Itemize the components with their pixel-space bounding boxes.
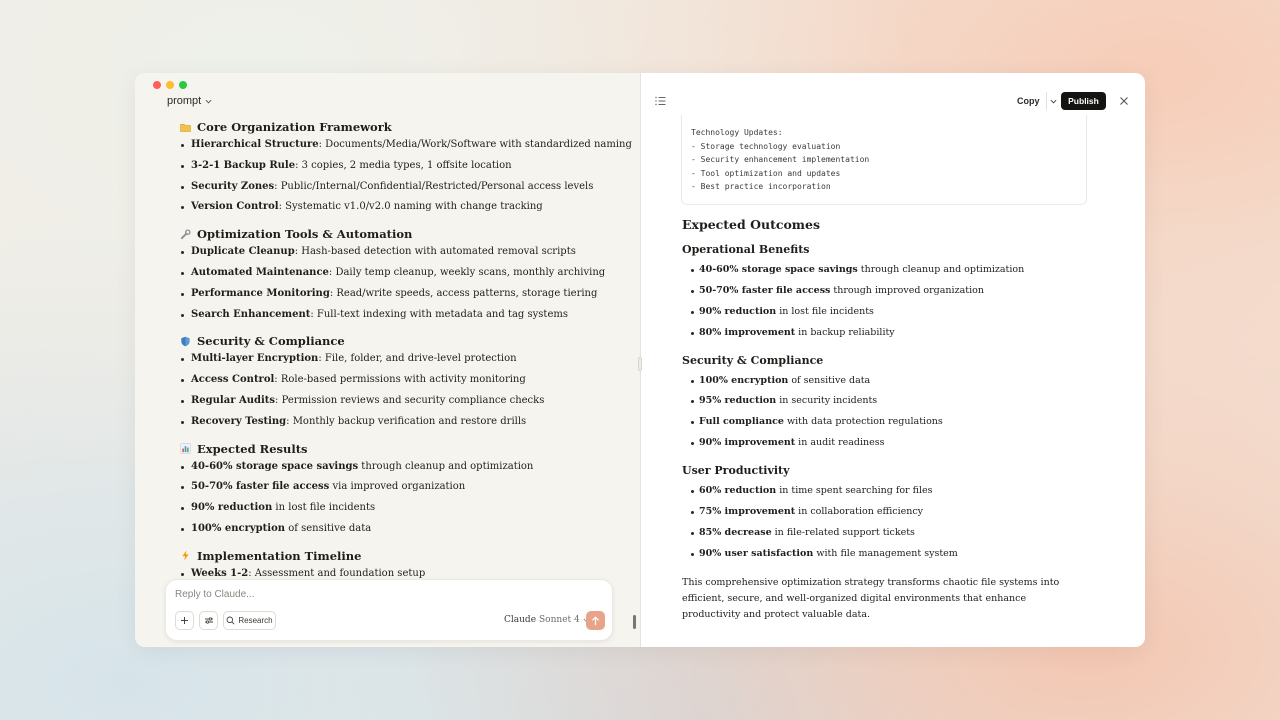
wrench-icon (180, 229, 191, 240)
list-item-text: in lost file incidents (272, 502, 376, 514)
section-heading (180, 119, 600, 135)
list-item-key: Version Control (191, 201, 279, 213)
panel-resize-handle[interactable] (638, 357, 642, 371)
list-item-key: 95% reduction (699, 395, 777, 407)
outcome-list (682, 484, 1092, 568)
list-item-text: : Full-text indexing with metadata and tag systems (310, 308, 568, 320)
list-item-text: : Monthly backup verification and restore drills (286, 415, 527, 427)
window-controls (153, 81, 187, 89)
close-window-button[interactable] (153, 81, 161, 89)
list-item (682, 526, 1092, 547)
list-item (682, 547, 1092, 568)
list-item-key: Security Zones (191, 180, 275, 192)
arrow-up-icon (591, 616, 600, 626)
list-item-text: : Documents/Media/Work/Software with standardized naming (318, 139, 632, 150)
list-item-text: via improved organization (329, 481, 466, 493)
reply-input[interactable]: Reply to Claude... (175, 589, 255, 600)
group-heading: User Productivity (682, 464, 790, 478)
sliders-icon (204, 616, 214, 625)
list-item (682, 484, 1092, 505)
list-item-key: 100% encryption (191, 522, 286, 534)
list-item-text: : Read/write speeds, access patterns, storage tiering (329, 287, 598, 299)
list-item (682, 415, 1092, 436)
list-item-text: of sensitive data (788, 374, 871, 386)
list-item-key: Search Enhancement (191, 308, 311, 320)
close-icon[interactable] (1119, 96, 1129, 106)
list-item (180, 501, 600, 522)
list-item-text: in time spent searching for files (776, 485, 933, 497)
list-item-key: Regular Audits (191, 394, 276, 406)
list-item (180, 287, 600, 308)
section-heading-text: Core Organization Framework (197, 120, 392, 134)
list-item-text: through cleanup and optimization (857, 264, 1025, 275)
plus-icon (180, 616, 189, 625)
model-selector[interactable] (504, 615, 589, 625)
list-item-key: 85% decrease (699, 526, 772, 538)
list-item (180, 245, 600, 266)
list-item-text: : Systematic v1.0/v2.0 naming with change tracking (278, 201, 543, 213)
section-heading (180, 333, 600, 349)
shield-icon (180, 336, 191, 347)
list-item-key: 75% improvement (699, 506, 796, 518)
list-item (180, 480, 600, 501)
section-heading (180, 548, 600, 564)
list-item-key: Automated Maintenance (191, 266, 329, 278)
list-item-key: 60% reduction (699, 485, 777, 497)
list-item-key: Weeks 1-2 (191, 567, 249, 579)
list-item (180, 373, 600, 394)
list-item (180, 159, 600, 180)
copy-button[interactable]: Copy (1017, 96, 1040, 106)
artifact-document (682, 217, 1092, 623)
bar-chart-icon (180, 443, 191, 454)
outcome-groups (682, 243, 1092, 568)
document-heading: Expected Outcomes (682, 217, 821, 232)
section-heading-text: Expected Results (197, 441, 308, 456)
list-item (180, 415, 600, 436)
search-icon (226, 616, 235, 625)
list-item (682, 505, 1092, 526)
list-item (682, 263, 1092, 284)
list-item-text: in collaboration efficiency (795, 506, 924, 518)
list-item-key: 90% reduction (191, 502, 273, 514)
list-item-key: 100% encryption (699, 374, 789, 386)
group-heading: Security & Compliance (682, 353, 824, 367)
list-item-text: : Assessment and foundation setup (248, 567, 426, 579)
list-item (682, 305, 1092, 326)
code-line: Technology Updates: (691, 128, 783, 137)
list-item (682, 284, 1092, 305)
list-item (180, 352, 600, 373)
app-window (135, 73, 1145, 647)
minimize-window-button[interactable] (166, 81, 174, 89)
section-heading (180, 441, 600, 457)
list-item-key: Full compliance (699, 416, 784, 428)
chevron-down-icon (1050, 98, 1057, 105)
reply-composer[interactable] (165, 579, 613, 641)
list-item-text: : Public/Internal/Confidential/Restricted/Personal access levels (274, 180, 594, 192)
list-item (180, 200, 600, 221)
list-item-key: 50-70% faster file access (699, 284, 831, 296)
code-line: - Storage technology evaluation (691, 141, 841, 151)
bullet-list (180, 352, 600, 435)
section-heading-text: Security & Compliance (197, 334, 345, 349)
list-item-key: Recovery Testing (191, 415, 287, 427)
list-item (180, 180, 600, 201)
list-item-text: with file management system (813, 547, 958, 559)
list-item-key: Hierarchical Structure (191, 139, 319, 150)
publish-button[interactable]: Publish (1061, 92, 1106, 110)
list-item-text: : Permission reviews and security compliance checks (275, 394, 545, 406)
research-label: Research (238, 616, 273, 625)
list-item-text: through improved organization (830, 284, 984, 296)
code-line: - Tool optimization and updates (691, 168, 841, 178)
list-item-key: Duplicate Cleanup (191, 246, 295, 258)
list-item-key: Access Control (191, 374, 275, 386)
add-button[interactable] (175, 611, 194, 630)
code-block (681, 115, 1087, 205)
section-heading (180, 226, 600, 242)
bullet-list (180, 460, 600, 543)
list-icon[interactable] (655, 96, 666, 106)
list-item (180, 522, 600, 543)
copy-button-group (1010, 92, 1061, 110)
list-item-key: Performance Monitoring (191, 287, 330, 299)
list-item (180, 308, 600, 329)
chat-scrollbar[interactable] (633, 615, 636, 629)
code-line: - Best practice incorporation (691, 182, 831, 191)
list-item (180, 138, 632, 159)
chat-panel (135, 73, 640, 647)
list-item-text: in lost file incidents (776, 305, 874, 317)
list-item-text: : Role-based permissions with activity monitoring (274, 374, 526, 386)
bullet-list (180, 245, 606, 328)
chevron-down-icon (205, 98, 212, 105)
conversation-title: prompt (167, 95, 202, 107)
group-heading: Operational Benefits (682, 243, 810, 256)
bullet-list (180, 138, 632, 221)
list-item-key: 50-70% faster file access (191, 481, 330, 493)
list-item-key: 80% improvement (699, 326, 796, 338)
section-heading-text: Implementation Timeline (197, 548, 362, 563)
copy-options-dropdown[interactable] (1046, 92, 1060, 110)
list-item-key: 3-2-1 Backup Rule (191, 159, 296, 171)
conversation-title-dropdown[interactable] (167, 95, 212, 107)
list-item-key: 40-60% storage space savings (191, 460, 359, 472)
list-item-key: 40-60% storage space savings (699, 264, 858, 275)
code-line: - Security enhancement implementation (691, 155, 870, 164)
summary-paragraph: This comprehensive optimization strategy transforms chaotic file systems into efficient, secure, and well-organized digital environments that enhance productivity and protect valuable data. (682, 576, 1060, 620)
folder-icon (180, 122, 191, 133)
list-item (180, 394, 600, 415)
list-item-key: 90% reduction (699, 305, 777, 317)
list-item (682, 394, 1092, 415)
outcome-list (682, 263, 1092, 347)
list-item-key: Multi-layer Encryption (191, 353, 319, 365)
artifact-panel (640, 73, 1145, 647)
list-item (682, 326, 1092, 347)
list-item-text: through cleanup and optimization (358, 460, 534, 472)
list-item-text: in backup reliability (795, 326, 895, 338)
list-item-key: 90% improvement (699, 437, 796, 449)
list-item (682, 436, 1092, 457)
maximize-window-button[interactable] (179, 81, 187, 89)
list-item-text: in security incidents (776, 395, 878, 407)
list-item-text: in audit readiness (795, 437, 885, 449)
outcome-list (682, 374, 1092, 458)
list-item-text: : 3 copies, 2 media types, 1 offsite location (295, 159, 512, 171)
list-item-key: 90% user satisfaction (699, 547, 814, 559)
list-item-text: : Hash-based detection with automated removal scripts (294, 246, 576, 258)
list-item-text: of sensitive data (285, 522, 372, 534)
model-version: Sonnet 4 (539, 615, 580, 625)
section-heading-text: Optimization Tools & Automation (197, 227, 413, 242)
model-name: Claude (504, 615, 537, 625)
list-item (180, 266, 606, 287)
list-item-text: with data protection regulations (783, 416, 943, 428)
chat-message (180, 119, 632, 593)
list-item-text: : File, folder, and drive-level protection (318, 353, 517, 365)
research-button[interactable] (223, 611, 276, 630)
list-item-text: in file-related support tickets (771, 526, 915, 538)
lightning-icon (180, 550, 191, 561)
list-item (180, 460, 600, 481)
send-button[interactable] (586, 611, 605, 630)
tools-button[interactable] (199, 611, 218, 630)
list-item (682, 374, 1092, 395)
list-item-text: : Daily temp cleanup, weekly scans, monthly archiving (328, 266, 606, 278)
